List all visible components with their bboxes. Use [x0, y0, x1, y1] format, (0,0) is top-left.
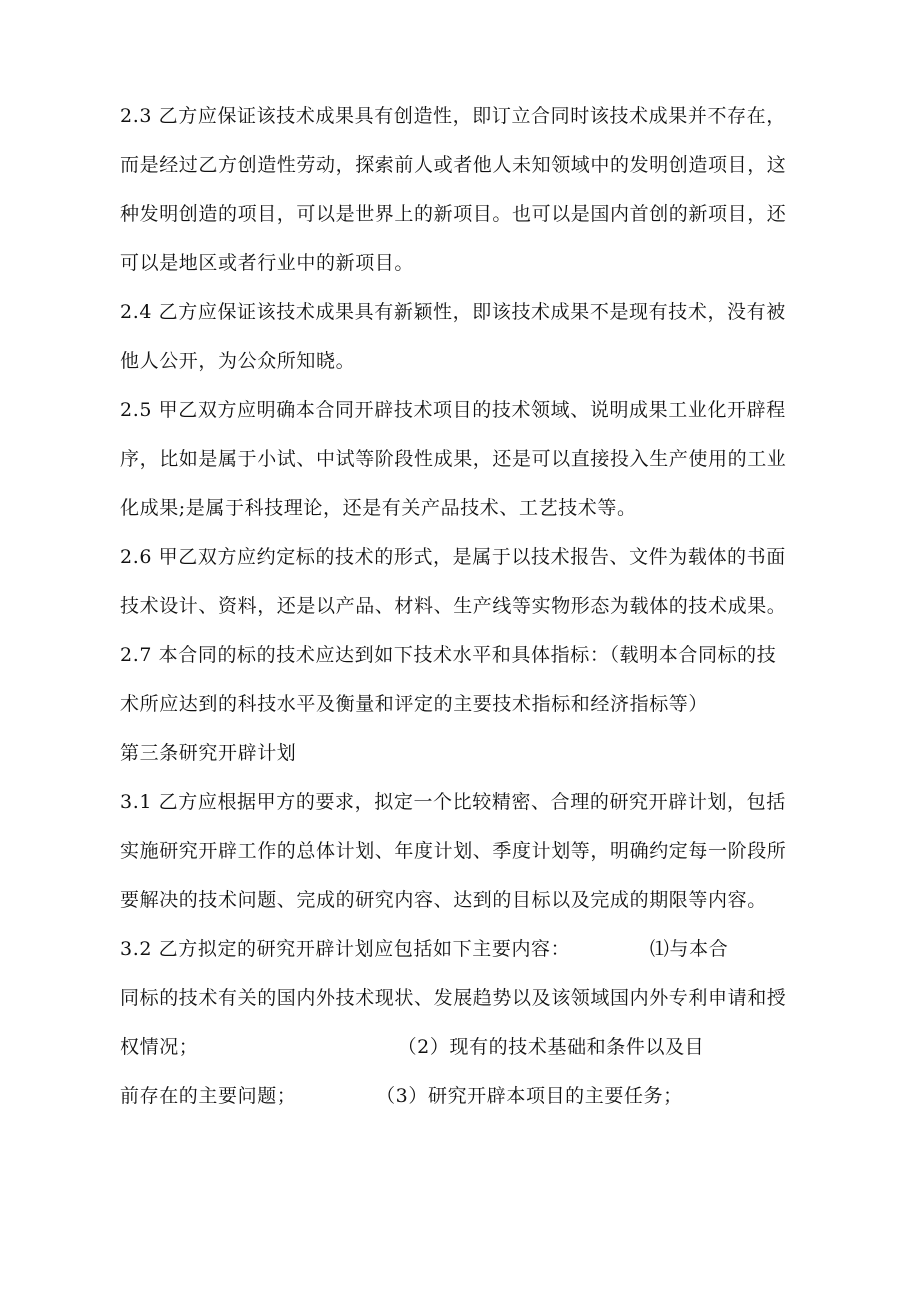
- text-line: 他人公开，为公众所知晓。: [120, 350, 356, 372]
- text-line: 要解决的技术问题、完成的研究内容、达到的目标以及完成的期限等内容。: [120, 889, 767, 911]
- text-line: 2.6 甲乙双方应约定标的技术的形式，是属于以技术报告、文件为载体的书面: [120, 546, 786, 568]
- text-line: 3.2 乙方拟定的研究开辟计划应包括如下主要内容： ⑴与本合: [120, 938, 729, 960]
- section-heading: 第三条研究开辟计划: [120, 742, 297, 764]
- text-line: 权情况； （2）现有的技术基础和条件以及目: [120, 1036, 705, 1058]
- text-line: 术所应达到的科技水平及衡量和评定的主要技术指标和经济指标等）: [120, 693, 709, 715]
- text-line: 化成果;是属于科技理论，还是有关产品技术、工艺技术等。: [120, 497, 637, 519]
- text-line: 2.3 乙方应保证该技术成果具有创造性，即订立合同时该技术成果并不存在，: [120, 105, 786, 127]
- text-line: 技术设计、资料，还是以产品、材料、生产线等实物形态为载体的技术成果。: [120, 595, 787, 617]
- text-line: 2.4 乙方应保证该技术成果具有新颖性，即该技术成果不是现有技术，没有被: [120, 301, 786, 323]
- text-line: 前存在的主要问题； （3）研究开辟本项目的主要任务；: [120, 1085, 683, 1107]
- text-line: 3.1 乙方应根据甲方的要求，拟定一个比较精密、合理的研究开辟计划，包括: [120, 791, 786, 813]
- text-line: 2.7 本合同的标的技术应达到如下技术水平和具体指标：（载明本合同标的技: [120, 644, 777, 666]
- text-line: 实施研究开辟工作的总体计划、年度计划、季度计划等，明确约定每一阶段所: [120, 840, 787, 862]
- text-line: 同标的技术有关的国内外技术现状、发展趋势以及该领域国内外专利申请和授: [120, 987, 787, 1009]
- text-line: 序，比如是属于小试、中试等阶段性成果，还是可以直接投入生产使用的工业: [120, 448, 787, 470]
- text-line: 种发明创造的项目，可以是世界上的新项目。也可以是国内首创的新项目，还: [120, 203, 787, 225]
- text-line: 而是经过乙方创造性劳动，探索前人或者他人未知领域中的发明创造项目，这: [120, 154, 787, 176]
- text-line: 可以是地区或者行业中的新项目。: [120, 252, 415, 274]
- text-line: 2.5 甲乙双方应明确本合同开辟技术项目的技术领域、说明成果工业化开辟程: [120, 399, 786, 421]
